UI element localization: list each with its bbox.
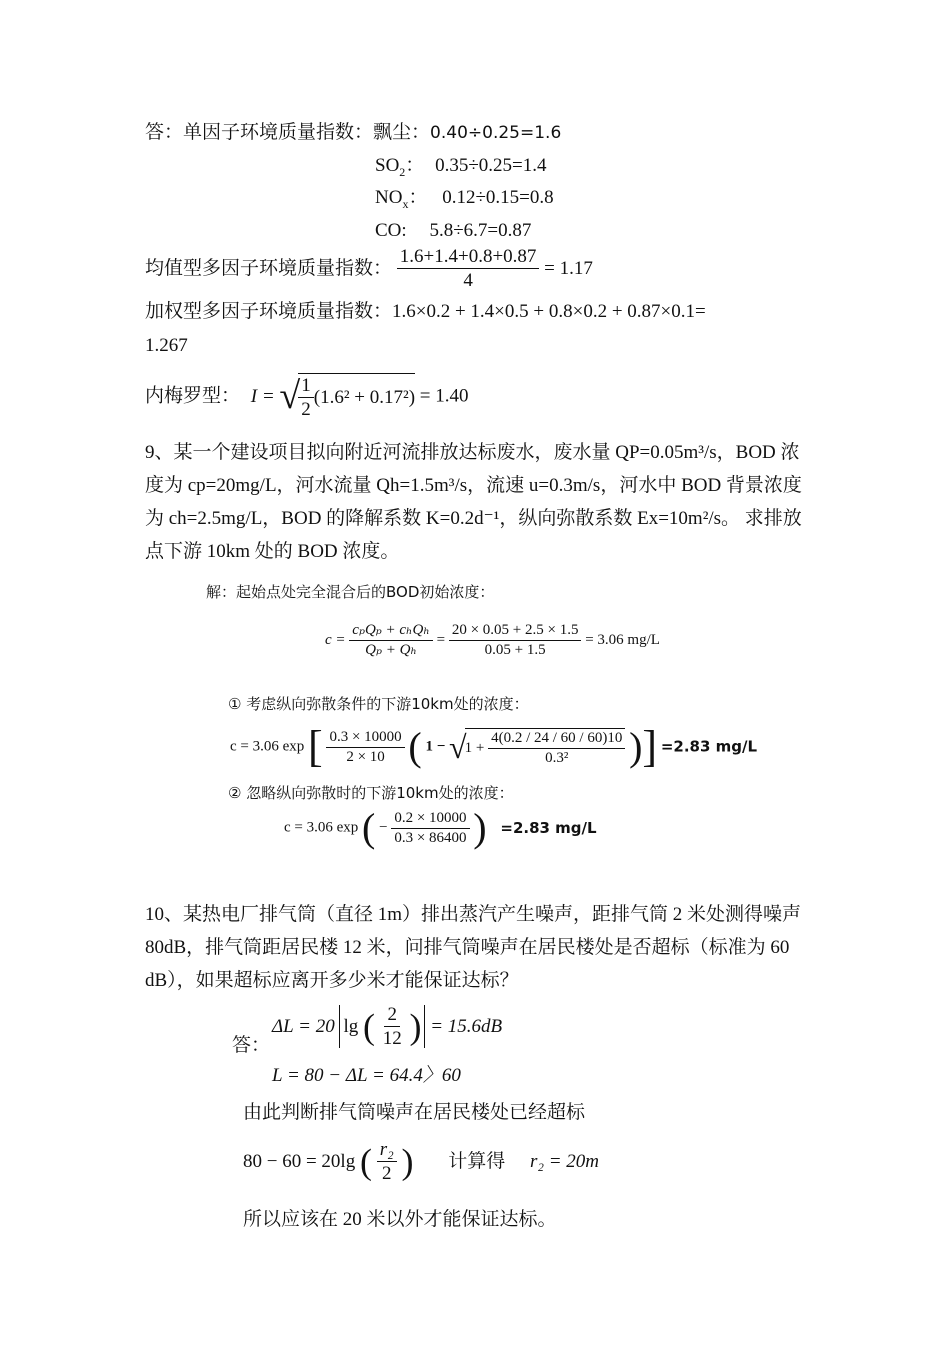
q8-weighted-line2: 1.267 (145, 335, 188, 356)
q10-eq-distance: 80 − 60 = 20lg ( $\frac{\text{r₂}}{2}$ ) 计算得 r₂ = 20m (243, 1139, 600, 1184)
q9-eq-dispersion: c = 3.06 exp [ $\frac{0.3 \times 10000}{2 \times 10}$ ( 1 − √1 + $\frac{4(0.2 / 24 / 60 / 60)10}{\text{0.3²}}$ )] =2.83 mg/L (230, 722, 758, 771)
q10-judge: 由此判断排气筒噪声在居民楼处已经超标 (243, 1102, 586, 1123)
mean-fraction: $\frac{1.6+1.4+0.8+0.87}{4}$ (397, 247, 540, 290)
q9-eq-no-dispersion: c = 3.06 exp ( − $\frac{0.2 \times 10000}{0.3 \times 86400}$ ) =2.83 mg/L (284, 805, 597, 850)
q9-line1: 9、某一个建设项目拟向附近河流排放达标废水，废水量 QP=0.05m³/s，BOD 浓 (145, 442, 800, 463)
sqrt-sign: √ (279, 375, 301, 417)
q9-case2-title: ② 忽略纵向弥散时的下游10km处的浓度： (228, 784, 514, 802)
q9-solution-title: 解：起始点处完全混合后的BOD初始浓度： (206, 583, 495, 601)
q9-line4: 点下游 10km 处的 BOD 浓度。 (145, 541, 400, 562)
q10-answer-label: 答： (232, 1035, 271, 1056)
q8-line-co: CO: 5.8÷6.7=0.87 (375, 220, 532, 241)
q10-line3: dB），如果超标应离开多少米才能保证达标？ (145, 970, 519, 991)
q8-line-dust: 答：单因子环境质量指数：飘尘：0.40÷0.25=1.6 (145, 122, 562, 143)
q8-weighted-line1: 加权型多因子环境质量指数：1.6×0.2 + 1.4×0.5 + 0.8×0.2 + 0.87×0.1= (145, 301, 706, 322)
q10-line2: 80dB，排气筒距居民楼 12 米，问排气筒噪声在居民楼处是否超标（标准为 60 (145, 937, 790, 958)
q9-line2: 度为 cp=20mg/L，河水流量 Qh=1.5m³/s，流速 u=0.3m/s，河水中 BOD 背景浓度 (145, 475, 802, 496)
q10-eq-delta-l: ΔL = 20 lg ( $\frac{2}{12}$ ) = 15.6dB (272, 1004, 503, 1049)
q9-eq-mixing: c = $\frac{\text{cₚQₚ + cₕQₕ}}{\text{Qₚ + Qₕ}}$ = $\frac{20 \times 0.05 + 2.5 \times 1.5}{0.05 + 1.5}$ = 3.06 mg/L (325, 622, 660, 658)
q10-line1: 10、某热电厂排气筒（直径 1m）排出蒸汽产生噪声，距排气筒 2 米处测得噪声 (145, 904, 802, 925)
q8-line-so2: $SO_2$： 0.35÷0.25=1.4 (375, 155, 547, 179)
q8-mean-index: 均值型多因子环境质量指数： $\frac{1.6+1.4+0.8+0.87}{4}$ = 1.17 (145, 246, 593, 291)
q9-case1-title: ① 考虑纵向弥散条件的下游10km处的浓度： (228, 695, 529, 713)
q8-nemerow: 内梅罗型： I = √ $\frac{1}{2}$ (1.6² + 0.17²) = 1.40 (145, 375, 469, 420)
q8-line-nox: $NO_x$： 0.12÷0.15=0.8 (375, 187, 554, 211)
q10-eq-l: L = 80 − ΔL = 64.4〉60 (272, 1065, 461, 1086)
q10-conclusion: 所以应该在 20 米以外才能保证达标。 (243, 1209, 557, 1230)
q9-line3: 为 ch=2.5mg/L，BOD 的降解系数 K=0.2d⁻¹，纵向弥散系数 Ex=10m²/s。 求排放 (145, 508, 802, 529)
